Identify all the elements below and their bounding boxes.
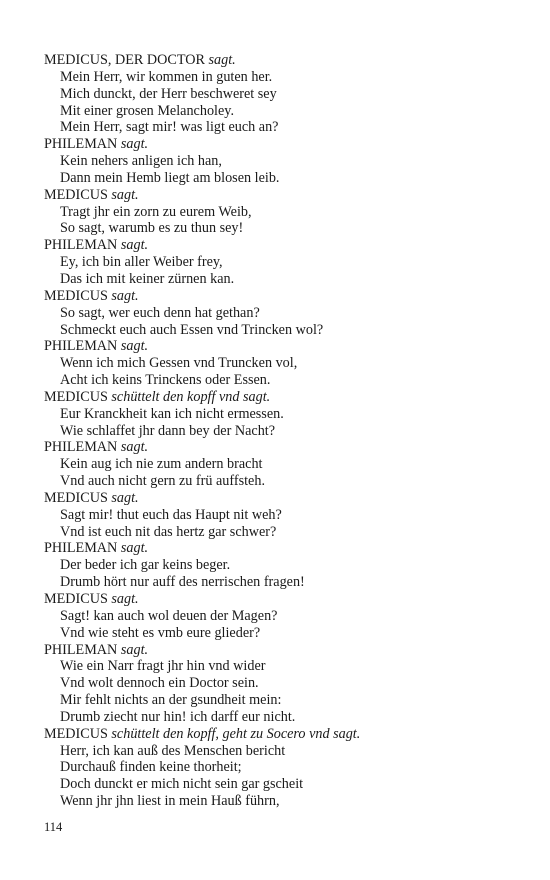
stage-direction: sagt. (120, 439, 149, 456)
speaker-line (44, 338, 534, 355)
verse-line: Doch dunckt er mich nicht sein gar gscheit (60, 776, 304, 793)
stage-direction: schüttelt den kopff, geht zu Socero vnd sagt. (111, 725, 361, 742)
verse-line: Mir fehlt nichts an der gsundheit mein: (60, 692, 282, 709)
verse-line: Mit einer grosen Melancholey. (60, 102, 235, 119)
speaker-name: PHILEMAN (44, 540, 118, 557)
verse-line: Herr, ich kan auß des Menschen bericht (60, 742, 286, 759)
speaker-name: MEDICUS (44, 287, 108, 304)
verse-line: So sagt, warumb es zu thun sey! (60, 220, 244, 237)
stage-direction: schüttelt den kopff vnd sagt. (111, 388, 271, 405)
speaker-line (44, 642, 534, 659)
verse-line: Drumb ziecht nur hin! ich darff eur nicht. (60, 708, 296, 725)
verse-line: Wenn ich mich Gessen vnd Truncken vol, (60, 355, 298, 372)
verse-line: Kein nehers anligen ich han, (60, 153, 222, 170)
speaker-line (44, 136, 534, 153)
speaker-name: MEDICUS (44, 591, 108, 607)
verse-line: Durchauß finden keine thorheit; (60, 759, 242, 776)
speaker-name: PHILEMAN (44, 136, 118, 153)
speaker-name: PHILEMAN (44, 439, 118, 456)
speaker-line (44, 187, 534, 204)
stage-direction: sagt. (208, 52, 236, 68)
speaker-name: PHILEMAN (44, 641, 118, 658)
verse-line: So sagt, wer euch denn hat gethan? (60, 304, 260, 321)
stage-direction: sagt. (111, 489, 139, 506)
speaker-name: PHILEMAN (44, 338, 118, 355)
verse-line: Vnd wolt dennoch ein Doctor sein. (60, 675, 259, 692)
verse-line: Wie schlaffet jhr dann bey der Nacht? (60, 422, 276, 439)
play-text-page (44, 52, 534, 810)
speaker-line (44, 439, 534, 456)
verse-line: Mein Herr, wir kommen in guten her. (60, 68, 273, 85)
speaker-line (44, 540, 534, 557)
verse-line: Mein Herr, sagt mir! was ligt euch an? (60, 119, 279, 136)
verse-line: Wie ein Narr fragt jhr hin vnd wider (60, 658, 266, 675)
verse-line: Vnd auch nicht gern zu frü auffsteh. (60, 473, 265, 490)
verse-line: Wenn jhr jhn liest in mein Hauß führn, (60, 793, 280, 810)
verse-line: Dann mein Hemb liegt am blosen leib. (60, 169, 280, 186)
stage-direction: sagt. (111, 186, 139, 203)
stage-direction: sagt. (120, 338, 149, 355)
speaker-line (44, 726, 534, 743)
verse-line: Das ich mit keiner zürnen kan. (60, 270, 235, 287)
speaker-name: MEDICUS, DER DOCTOR (44, 52, 205, 68)
speaker-name: MEDICUS (44, 725, 108, 742)
speaker-line (44, 237, 534, 254)
stage-direction: sagt. (111, 591, 139, 607)
verse-line: Kein aug ich nie zum andern bracht (60, 456, 263, 473)
stage-direction: sagt. (120, 540, 149, 557)
speaker-line (44, 52, 534, 69)
stage-direction: sagt. (120, 237, 149, 254)
verse-line: Eur Kranckheit kan ich nicht ermessen. (60, 405, 284, 422)
verse-line: Sagt mir! thut euch das Haupt nit weh? (60, 506, 282, 523)
speaker-line (44, 490, 534, 507)
verse-line: Tragt jhr ein zorn zu eurem Weib, (60, 203, 252, 220)
verse-line: Vnd wie steht es vmb eure glieder? (60, 624, 261, 641)
verse-line: Der beder ich gar keins beger. (60, 557, 231, 574)
speaker-line (44, 288, 534, 305)
speaker-name: MEDICUS (44, 489, 108, 506)
verse-line: Ey, ich bin aller Weiber frey, (60, 254, 223, 271)
speaker-line (44, 389, 534, 406)
dialogue-lines (44, 52, 534, 810)
verse-line: Drumb hört nur auff des nerrischen fragen! (60, 574, 305, 591)
verse-line: Schmeckt euch auch Essen vnd Trincken wol? (60, 321, 324, 338)
stage-direction: sagt. (120, 641, 149, 658)
speaker-name: PHILEMAN (44, 237, 118, 254)
stage-direction: sagt. (111, 287, 139, 304)
verse-line: Acht ich keins Trinckens oder Essen. (60, 372, 271, 389)
stage-direction: sagt. (120, 136, 149, 153)
speaker-line (44, 591, 534, 608)
verse-line: Sagt! kan auch wol deuen der Magen? (60, 607, 278, 624)
verse-line: Mich dunckt, der Herr beschweret sey (60, 85, 277, 102)
speaker-name: MEDICUS (44, 388, 108, 405)
page-number: 114 (44, 820, 63, 834)
speaker-name: MEDICUS (44, 186, 108, 203)
verse-line: Vnd ist euch nit das hertz gar schwer? (60, 523, 277, 540)
